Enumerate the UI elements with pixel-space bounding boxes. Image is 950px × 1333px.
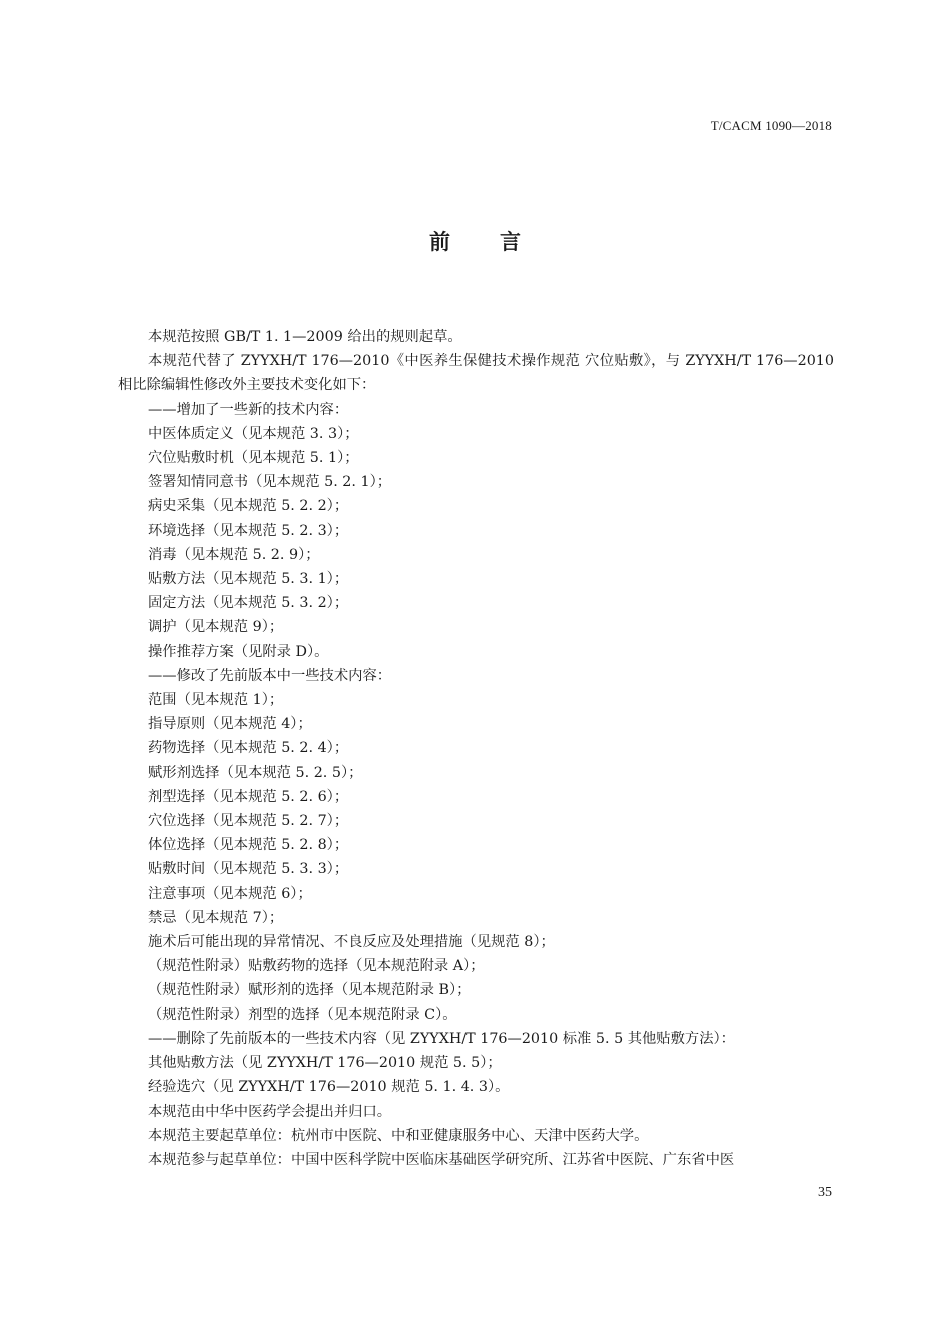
text-line: 贴敷方法（见本规范 5. 3. 1）； — [148, 571, 349, 588]
text-line: 本规范按照 GB/T 1. 1—2009 给出的规则起草。 — [148, 329, 462, 345]
text-line: 中医体质定义（见本规范 3. 3）； — [148, 425, 359, 442]
text-line: 体位选择（见本规范 5. 2. 8）； — [148, 837, 349, 854]
standard-code: T/CACM 1090—2018 — [710, 118, 832, 133]
text-line: 其他贴敷方法（见 ZYYXH/T 176—2010 规范 5. 5）； — [148, 1055, 502, 1072]
text-line: 病史采集（见本规范 5. 2. 2）； — [148, 498, 349, 515]
page-title: 前言 — [429, 230, 571, 254]
text-line: ——删除了先前版本的一些技术内容（见 ZYYXH/T 176—2010 标准 5. 5 其他贴敷方法）： — [148, 1030, 735, 1047]
text-line: 注意事项（见本规范 6）； — [148, 885, 312, 902]
text-line: 环境选择（见本规范 5. 2. 3）； — [148, 522, 349, 539]
text-line: 固定方法（见本规范 5. 3. 2）； — [148, 595, 349, 612]
text-line: 本规范主要起草单位：杭州市中医院、中和亚健康服务中心、天津中医药大学。 — [148, 1127, 649, 1144]
text-line: 贴敷时间（见本规范 5. 3. 3）； — [148, 861, 349, 878]
text-line: （规范性附录）剂型的选择（见本规范附录 C）。 — [148, 1006, 457, 1023]
text-line: （规范性附录）贴敷药物的选择（见本规范附录 A）； — [148, 958, 485, 975]
text-line: 剂型选择（见本规范 5. 2. 6）； — [148, 788, 349, 805]
replacement-paragraph: 本规范代替了 ZYYXH/T 176—2010《中医养生保健技术操作规范 穴位贴敷》，与 ZYYXH/T 176—2010 相比除编辑性修改外主要技术变化如下： — [118, 353, 834, 394]
text-line: 药物选择（见本规范 5. 2. 4）； — [148, 740, 349, 757]
text-line: 穴位贴敷时机（见本规范 5. 1）； — [148, 450, 359, 467]
page-number: 35 — [818, 1185, 832, 1200]
text-line: 签署知情同意书（见本规范 5. 2. 1）； — [148, 474, 392, 491]
text-line: 本规范由中华中医药学会提出并归口。 — [148, 1103, 392, 1120]
text-line: 经验选穴（见 ZYYXH/T 176—2010 规范 5. 1. 4. 3）。 — [148, 1079, 510, 1096]
text-line: 穴位选择（见本规范 5. 2. 7）； — [148, 813, 349, 830]
text-line: 本规范参与起草单位：中国中医科学院中医临床基础医学研究所、江苏省中医院、广东省中医 — [148, 1151, 735, 1168]
text-line: 范围（见本规范 1）； — [148, 692, 284, 709]
text-line: ——修改了先前版本中一些技术内容： — [148, 667, 392, 684]
text-line: 消毒（见本规范 5. 2. 9）； — [148, 546, 320, 563]
text-line: ——增加了一些新的技术内容： — [148, 401, 349, 418]
text-line: 赋形剂选择（见本规范 5. 2. 5）； — [148, 764, 363, 781]
document-body — [118, 325, 834, 1172]
text-line: 调护（见本规范 9）； — [148, 619, 284, 636]
text-line: 施术后可能出现的异常情况、不良反应及处理措施（见规范 8）； — [148, 934, 555, 951]
text-line: （规范性附录）赋形剂的选择（见本规范附录 B）； — [148, 982, 471, 999]
text-line: 禁忌（见本规范 7）； — [148, 909, 284, 926]
text-line: 操作推荐方案（见附录 D）。 — [148, 643, 329, 660]
text-line: 指导原则（见本规范 4）； — [148, 716, 312, 733]
